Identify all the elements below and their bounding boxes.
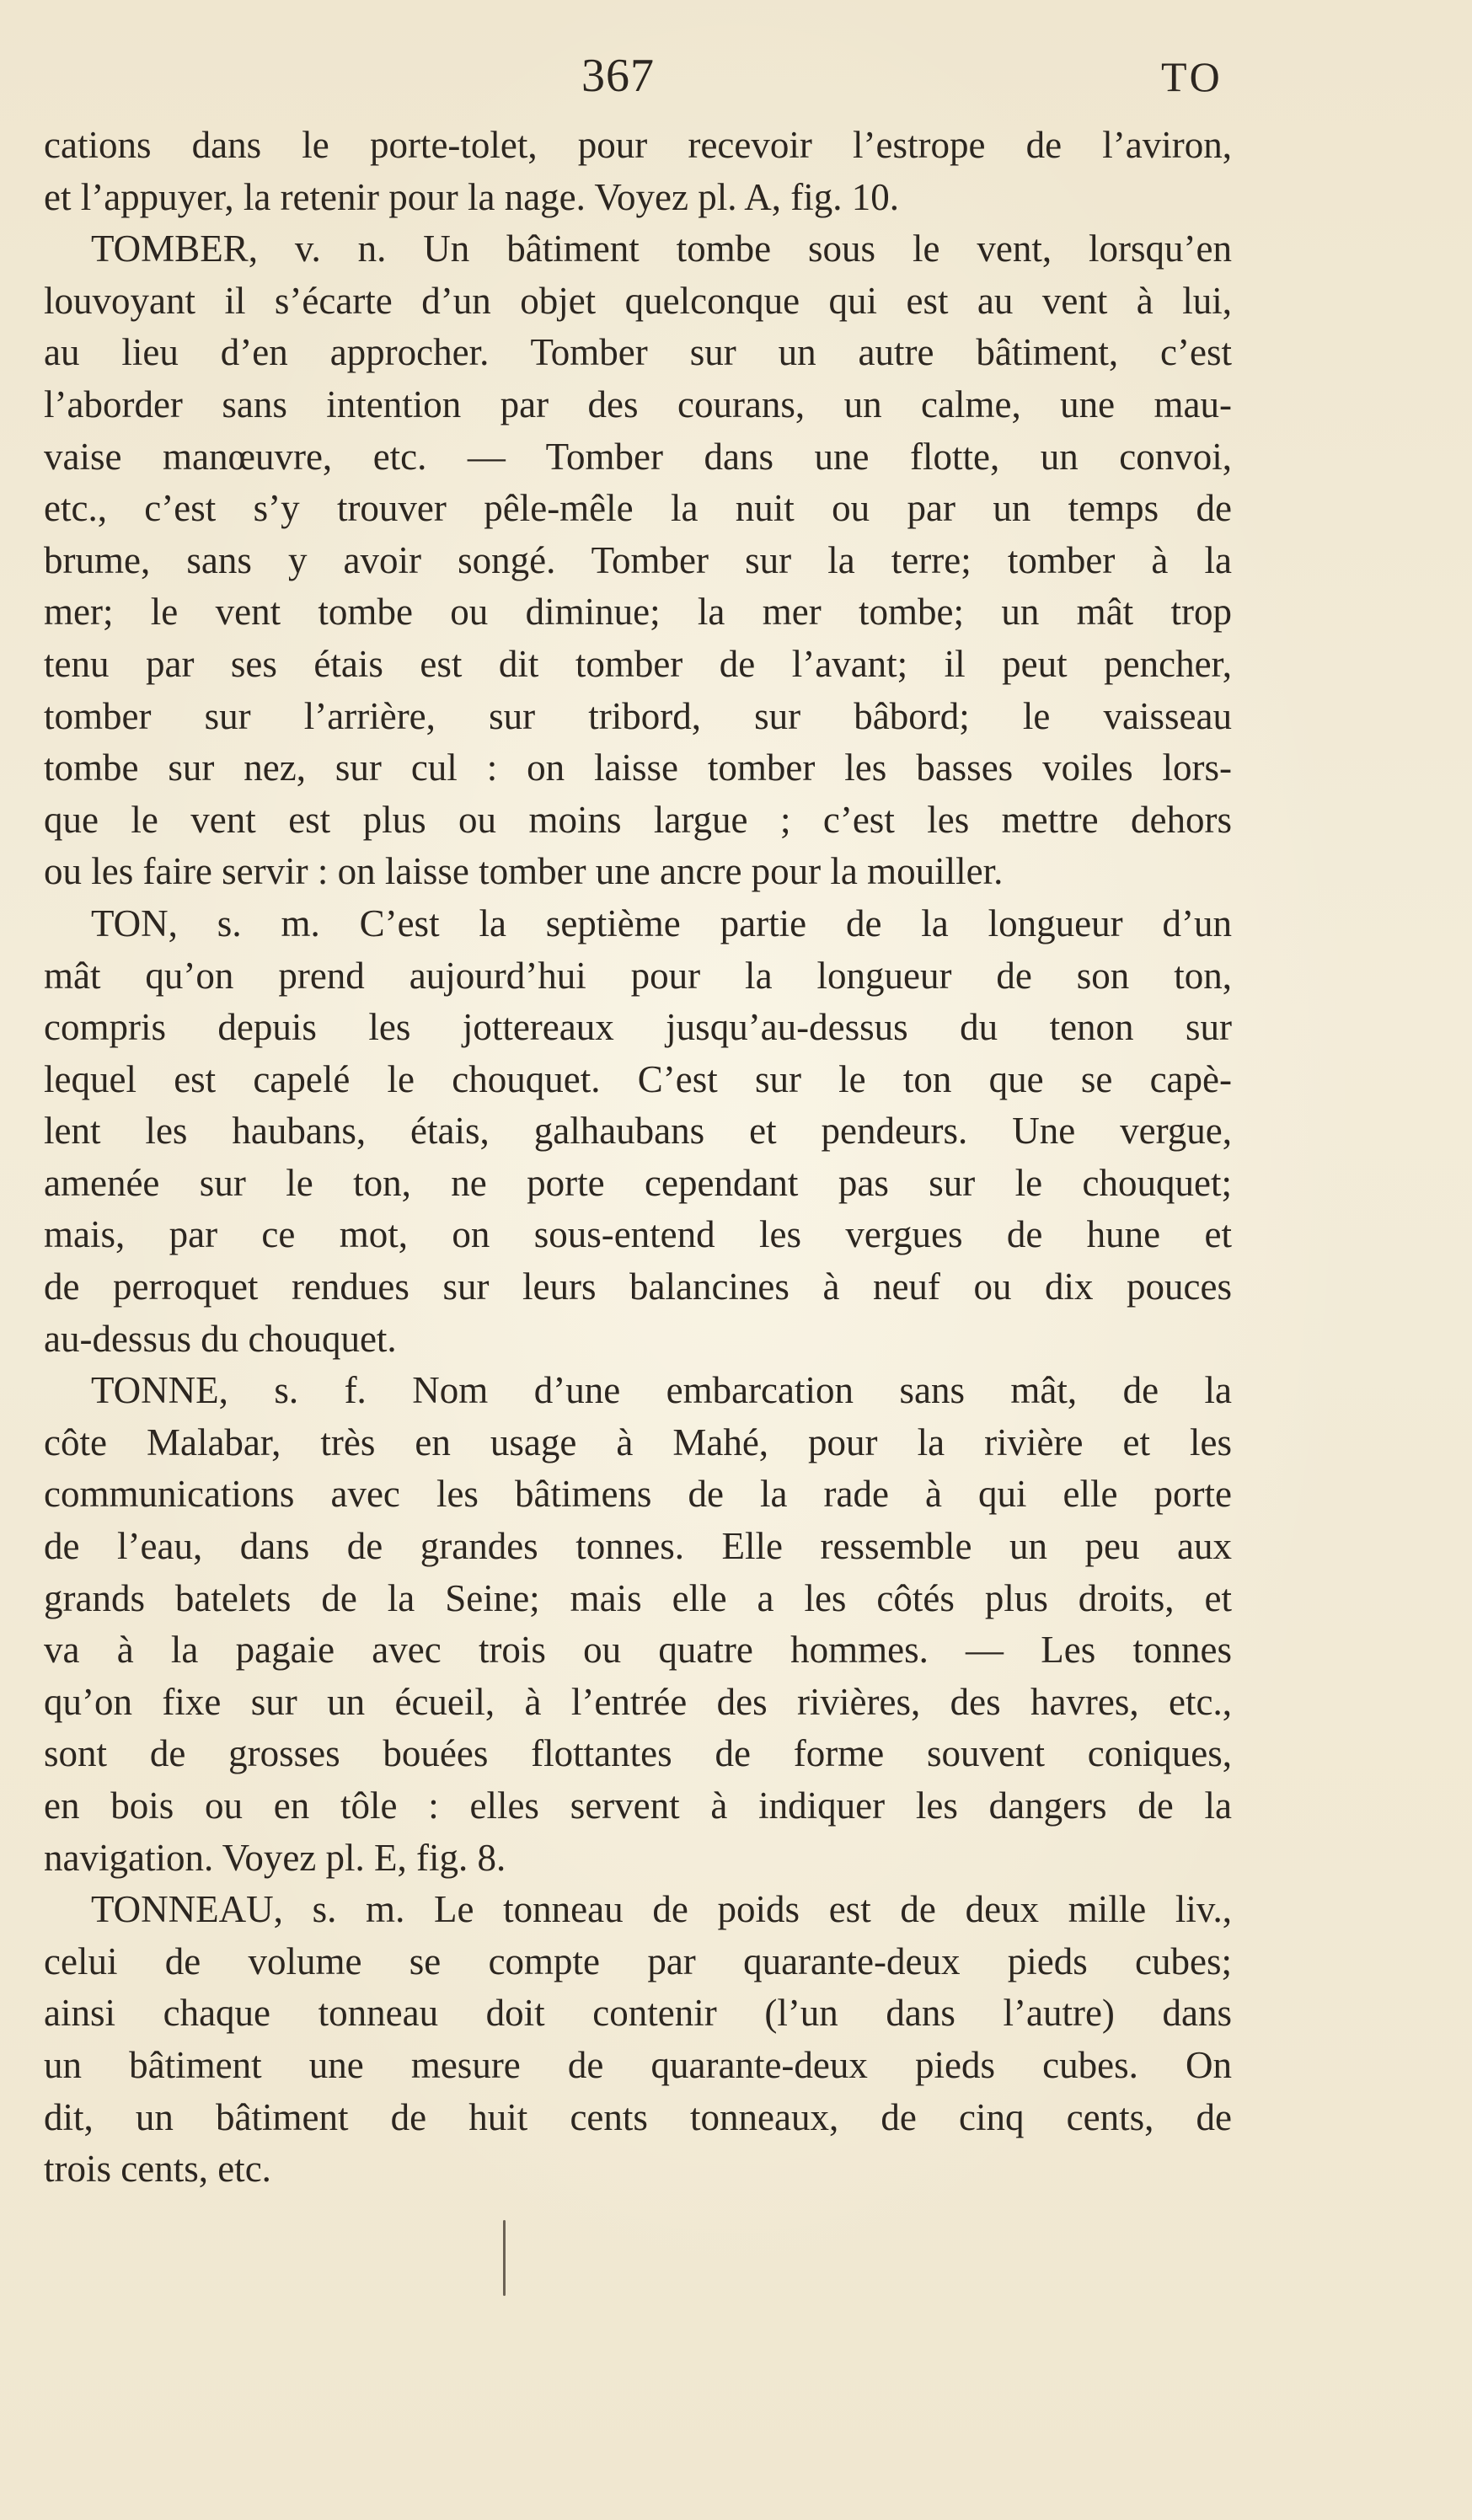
text-line: lent les haubans, étais, galhaubans et pendeurs. Une vergue, (44, 1110, 1232, 1153)
text-line: que le vent est plus ou moins largue ; c’est les mettre dehors (44, 798, 1232, 841)
dictionary-text (44, 120, 1232, 2196)
text-line: etc., c’est s’y trouver pêle-mêle la nuit ou par un temps de (44, 487, 1232, 530)
text-line: navigation. Voyez pl. E, fig. 8. (44, 1836, 506, 1879)
text-line: ainsi chaque tonneau doit contenir (l’un dans l’autre) dans (44, 1992, 1232, 2035)
text-line: sont de grosses bouées flottantes de forme souvent coniques, (44, 1732, 1232, 1775)
entry-tonneau-first-line: TONNEAU, s. m. Le tonneau de poids est de deux mille liv., (91, 1888, 1232, 1931)
text-line: va à la pagaie avec trois ou quatre hommes. — Les tonnes (44, 1629, 1232, 1672)
text-line: l’aborder sans intention par des courans, un calme, une mau- (44, 383, 1232, 425)
text-line: grands batelets de la Seine; mais elle a les côtés plus droits, et (44, 1576, 1232, 1619)
text-line: mer; le vent tombe ou diminue; la mer tombe; un mât trop (44, 591, 1232, 634)
text-line: brume, sans y avoir songé. Tomber sur la terre; tomber à la (44, 538, 1232, 581)
text-line: un bâtiment une mesure de quarante-deux pieds cubes. On (44, 2043, 1232, 2086)
text-line: tomber sur l’arrière, sur tribord, sur bâbord; le vaisseau (44, 694, 1232, 737)
text-line: côte Malabar, très en usage à Mahé, pour la rivière et les (44, 1421, 1232, 1463)
text-line: ou les faire servir : on laisse tomber une ancre pour la mouiller. (44, 850, 1004, 893)
text-line: cations dans le porte-tolet, pour recevoir l’estrope de l’aviron, (44, 124, 1232, 166)
running-head: TO (1161, 53, 1223, 100)
text-line: mât qu’on prend aujourd’hui pour la longueur de son ton, (44, 954, 1232, 997)
text-line: mais, par ce mot, on sous-entend les vergues de hune et (44, 1213, 1232, 1256)
text-line: en bois ou en tôle : elles servent à indiquer les dangers de la (44, 1784, 1232, 1827)
text-line: tenu par ses étais est dit tomber de l’avant; il peut pencher, (44, 642, 1232, 685)
text-line: celui de volume se compte par quarante-deux pieds cubes; (44, 1939, 1232, 1982)
text-line: de l’eau, dans de grandes tonnes. Elle ressemble un peu aux (44, 1525, 1232, 1568)
text-line: au lieu d’en approcher. Tomber sur un autre bâtiment, c’est (44, 331, 1232, 374)
text-line: trois cents, etc. (44, 2148, 271, 2191)
text-line: dit, un bâtiment de huit cents tonneaux, de cinq cents, de (44, 2095, 1232, 2138)
text-line: au-dessus du chouquet. (44, 1317, 397, 1360)
entry-ton-first-line: TON, s. m. C’est la septième partie de la longueur d’un (91, 902, 1232, 944)
text-line: et l’appuyer, la retenir pour la nage. Voyez pl. A, fig. 10. (44, 175, 899, 218)
text-line: amenée sur le ton, ne porte cependant pas sur le chouquet; (44, 1161, 1232, 1204)
text-line: qu’on fixe sur un écueil, à l’entrée des rivières, des havres, etc., (44, 1680, 1232, 1723)
entry-tomber-first-line: TOMBER, v. n. Un bâtiment tombe sous le vent, lorsqu’en (91, 227, 1232, 270)
entry-tonne-first-line: TONNE, s. f. Nom d’une embarcation sans mât, de la (91, 1369, 1232, 1412)
text-line: tombe sur nez, sur cul : on laisse tomber les basses voiles lors- (44, 746, 1232, 789)
text-line: compris depuis les jottereaux jusqu’au-dessus du tenon sur (44, 1006, 1232, 1049)
text-line: lequel est capelé le chouquet. C’est sur le ton que se capè- (44, 1057, 1232, 1100)
text-line: vaise manœuvre, etc. — Tomber dans une flotte, un convoi, (44, 435, 1232, 478)
text-line: louvoyant il s’écarte d’un objet quelconque qui est au vent à lui, (44, 279, 1232, 322)
text-line: communications avec les bâtimens de la rade à qui elle porte (44, 1473, 1232, 1516)
text-line: de perroquet rendues sur leurs balancines à neuf ou dix pouces (44, 1265, 1232, 1308)
page-header (0, 49, 1472, 116)
ink-mark (503, 2220, 506, 2296)
page-number: 367 (581, 50, 655, 102)
